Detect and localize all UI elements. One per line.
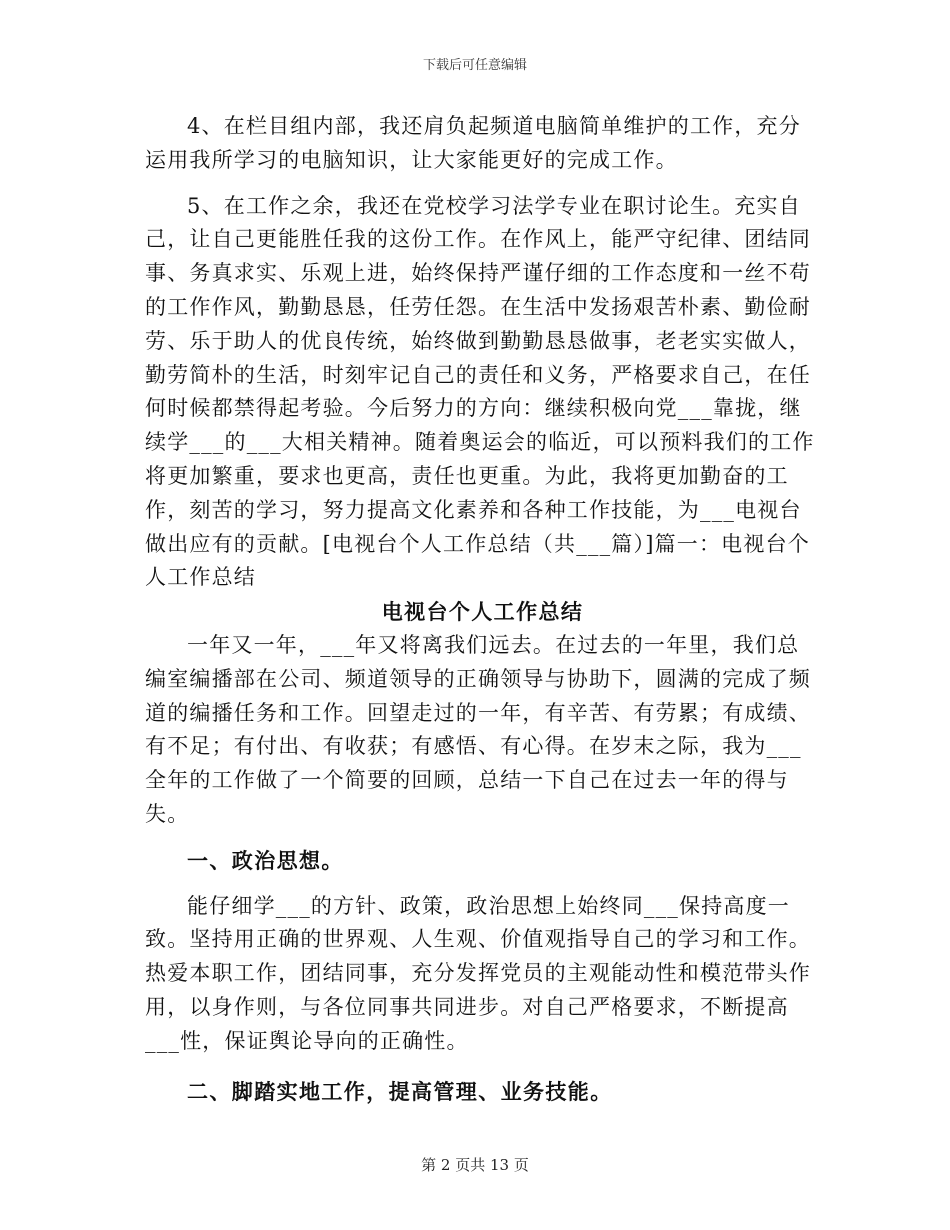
page-footer: 第 2 页共 13 页 xyxy=(421,1156,529,1174)
paragraph-item-5: 5、在工作之余，我还在党校学习法学专业在职讨论生。充实自己，让自己更能胜任我的这份工作。在作风上，能严守纪律、团结同事、务真求实、乐观上进，始终保持严谨仔细的工作态度和一丝不苟的工作作风，勤勤恳恳，任劳任怨。在生活中发扬艰苦朴素、勤俭耐劳、乐于助人的优良传统，始终做到勤勤恳恳做事，老老实实做人，勤劳简朴的生活，时刻牢记自己的责任和义务，严格要求自己，在任何时候都禁得起考验。今后努力的方向：继续积极向党___靠拢，继续学___的___大相关精神。随着奥运会的临近，可以预料我们的工作将更加繁重，要求也更高，责任也更重。为此，我将更加勤奋的工作，刻苦的学习，努力提高文化素养和各种工作技能，为___电视台做出应有的贡献。[电视台个人工作总结（共___篇）]篇一：电视台个人工作总结 xyxy=(145,193,815,590)
paragraph-item-4: 4、在栏目组内部，我还肩负起频道电脑简单维护的工作，充分运用我所学习的电脑知识，让大家能更好的完成工作。 xyxy=(145,114,801,172)
document-title: 电视台个人工作总结 xyxy=(381,599,584,625)
section-body-politics: 能仔细学___的方针、政策，政治思想上始终同___保持高度一致。坚持用正确的世界观、人生观、价值观指导自己的学习和工作。热爱本职工作，团结同事，充分发挥党员的主观能动性和模范带头作用，以身作则，与各位同事共同进步。对自己严格要求，不断提高___性，保证舆论导向的正确性。 xyxy=(145,893,811,1053)
document-body xyxy=(145,110,820,1108)
section-heading-politics: 一、政治思想。 xyxy=(187,847,344,873)
page-header: 下载后可任意编辑 xyxy=(422,58,527,73)
section-heading-work: 二、脚踏实地工作，提高管理、业务技能。 xyxy=(187,1078,613,1104)
intro-paragraph: 一年又一年，___年又将离我们远去。在过去的一年里，我们总编室编播部在公司、频道领导的正确领导与协助下，圆满的完成了频道的编播任务和工作。回望走过的一年，有辛苦、有劳累；有成绩、有不足；有付出、有收获；有感悟、有心得。在岁末之际，我为___全年的工作做了一个简要的回顾，总结一下自己在过去一年的得与失。 xyxy=(145,632,811,826)
